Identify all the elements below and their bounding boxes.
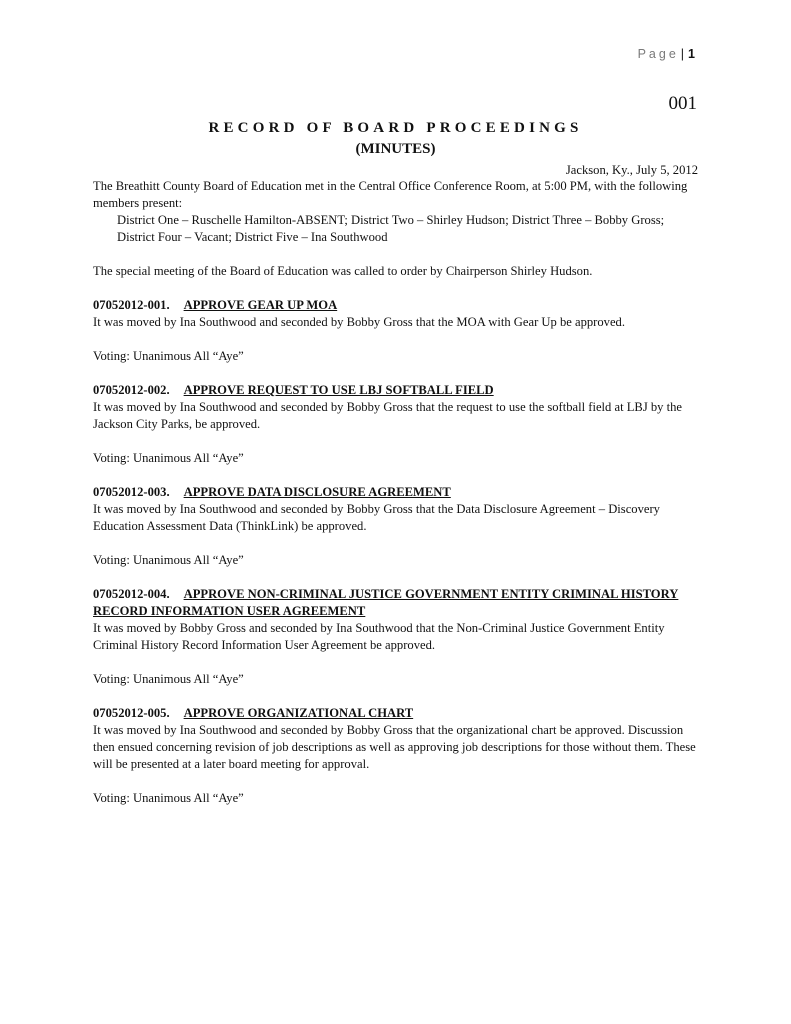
item-code: 07052012-005. [93,706,170,720]
item-heading [93,586,701,620]
item-motion: It was moved by Ina Southwood and seconded by Bobby Gross that the Data Disclosure Agreement – Discovery Education Assessment Data (ThinkLink) be approved. [93,502,660,533]
item-vote: Voting: Unanimous All “Aye” [93,791,244,805]
document-number: 001 [668,93,697,114]
agenda-item [93,586,701,688]
item-code: 07052012-003. [93,485,170,499]
item-vote: Voting: Unanimous All “Aye” [93,349,244,363]
item-code: 07052012-002. [93,383,170,397]
item-motion: It was moved by Ina Southwood and seconded by Bobby Gross that the organizational chart be approved. Discussion then ensued concerning revision of job descriptions as well as approving job descriptions for those without them. These will be presented at a later board meeting for approval. [93,723,696,771]
item-vote: Voting: Unanimous All “Aye” [93,672,244,686]
item-title: APPROVE ORGANIZATIONAL CHART [183,706,414,720]
minutes-content [93,178,701,807]
item-code: 07052012-004. [93,587,170,601]
agenda-item [93,484,701,569]
item-heading [93,297,701,314]
item-title: APPROVE NON-CRIMINAL JUSTICE GOVERNMENT ENTITY CRIMINAL HISTORY RECORD INFORMATION USER AGREEMENT [93,587,679,618]
agenda-item [93,382,701,467]
page-separator: | [680,47,685,61]
agenda-item [93,705,701,807]
agenda-item [93,297,701,365]
item-heading [93,484,701,501]
item-heading [93,382,701,399]
item-vote: Voting: Unanimous All “Aye” [93,451,244,465]
item-title: APPROVE REQUEST TO USE LBJ SOFTBALL FIELD [183,383,494,397]
page-number: 1 [688,47,695,61]
members-list: District One – Ruschelle Hamilton-ABSENT; District Two – Shirley Hudson; District Three – Bobby Gross; District Four – Vacant; District Five – Ina Southwood [117,213,665,244]
item-motion: It was moved by Bobby Gross and seconded by Ina Southwood that the Non-Criminal Justice Government Entity Criminal History Record Information User Agreement be approved. [93,621,665,652]
item-heading [93,705,701,722]
item-code: 07052012-001. [93,298,170,312]
item-vote: Voting: Unanimous All “Aye” [93,553,244,567]
item-title: APPROVE DATA DISCLOSURE AGREEMENT [183,485,451,499]
call-to-order: The special meeting of the Board of Education was called to order by Chairperson Shirley Hudson. [93,264,593,278]
item-title: APPROVE GEAR UP MOA [183,298,338,312]
document-subtitle: (MINUTES) [355,141,436,157]
page-label: Page [637,47,679,61]
item-motion: It was moved by Ina Southwood and seconded by Bobby Gross that the MOA with Gear Up be approved. [93,315,625,329]
item-motion: It was moved by Ina Southwood and seconded by Bobby Gross that the request to use the softball field at LBJ by the Jackson City Parks, be approved. [93,400,683,431]
document-title: RECORD OF BOARD PROCEEDINGS [208,120,583,136]
intro-paragraph: The Breathitt County Board of Education met in the Central Office Conference Room, at 5:00 PM, with the following members present: [93,179,688,210]
meeting-date: Jackson, Ky., July 5, 2012 [565,163,698,177]
page-header [638,46,695,63]
